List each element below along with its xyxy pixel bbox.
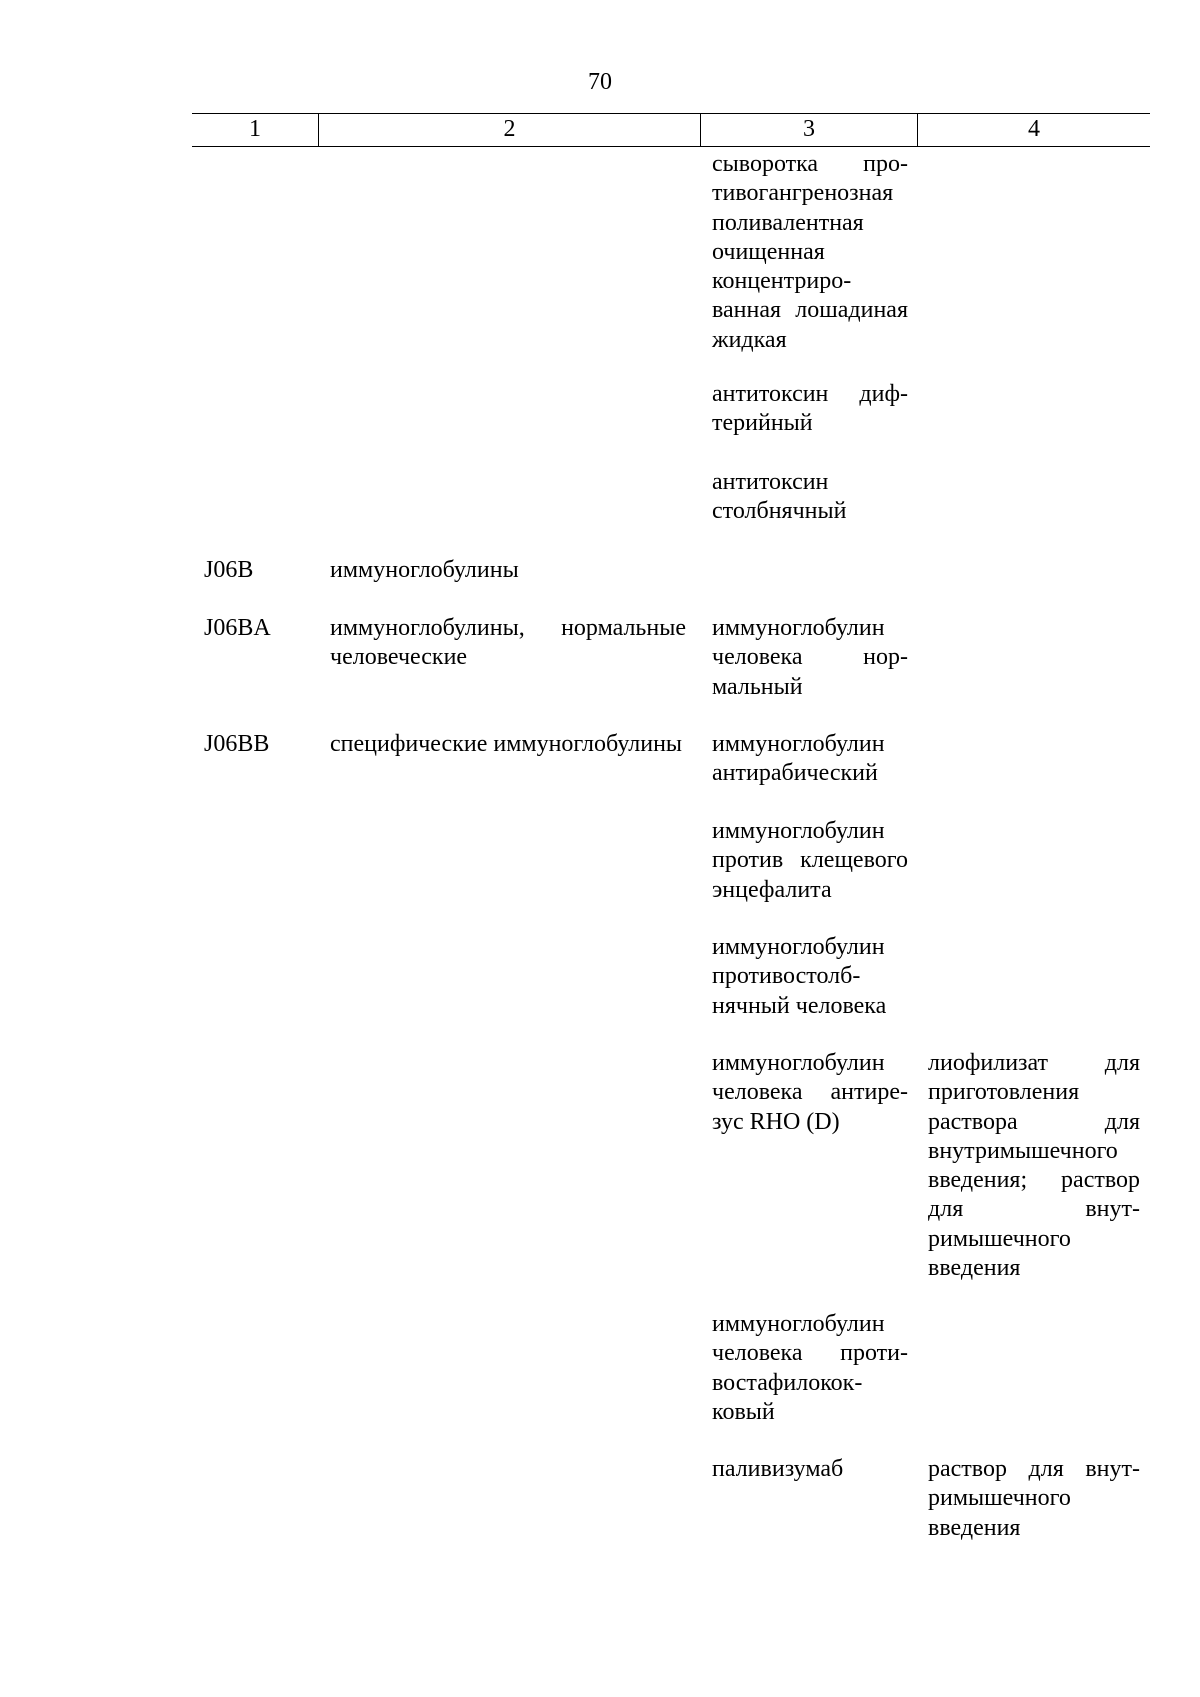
atc-code: J06BA (204, 615, 271, 641)
atc-code: J06BB (204, 731, 270, 757)
drug-name: сыворотка противогангренозная поливалентная очищенная концентрированная лошадиная жидкая (712, 151, 908, 353)
drug-name: иммуноглобулин человека антирезус RHO (D) (712, 1050, 908, 1135)
header-col-3: 3 (700, 114, 917, 146)
drug-name: иммуноглобулин человека нормальный (712, 615, 908, 700)
atc-code: J06B (204, 557, 254, 583)
drug-name: антитоксин дифтерийный (712, 381, 908, 437)
page-number: 70 (588, 69, 612, 95)
atc-group-name: иммуноглобулины, нормальные человеческие (330, 615, 686, 671)
header-col-2: 2 (318, 114, 700, 146)
atc-group-name: специфические иммуноглобулины (330, 731, 683, 757)
dosage-form: раствор для внутримышечного введения (928, 1456, 1140, 1541)
drug-name: паливизумаб (712, 1456, 844, 1482)
drug-name: иммуноглобулин человека противостафилококковый (712, 1311, 908, 1425)
atc-group-name: иммуноглобулины (330, 557, 519, 583)
header-col-1: 1 (249, 116, 261, 142)
drug-name: антитоксин столбнячный (712, 469, 847, 525)
drug-name: иммуноглобулин противостолбнячный человека (712, 934, 887, 1019)
drug-name: иммуноглобулин антирабический (712, 731, 885, 787)
dosage-form: лиофилизат для приготовления раствора для внутримышечного введения; раствор для внутримышечного введения (928, 1050, 1140, 1282)
drug-name: иммуноглобулин против клещевого энцефалита (712, 818, 908, 903)
header-col-4: 4 (917, 114, 1150, 146)
table-header (192, 113, 1150, 147)
